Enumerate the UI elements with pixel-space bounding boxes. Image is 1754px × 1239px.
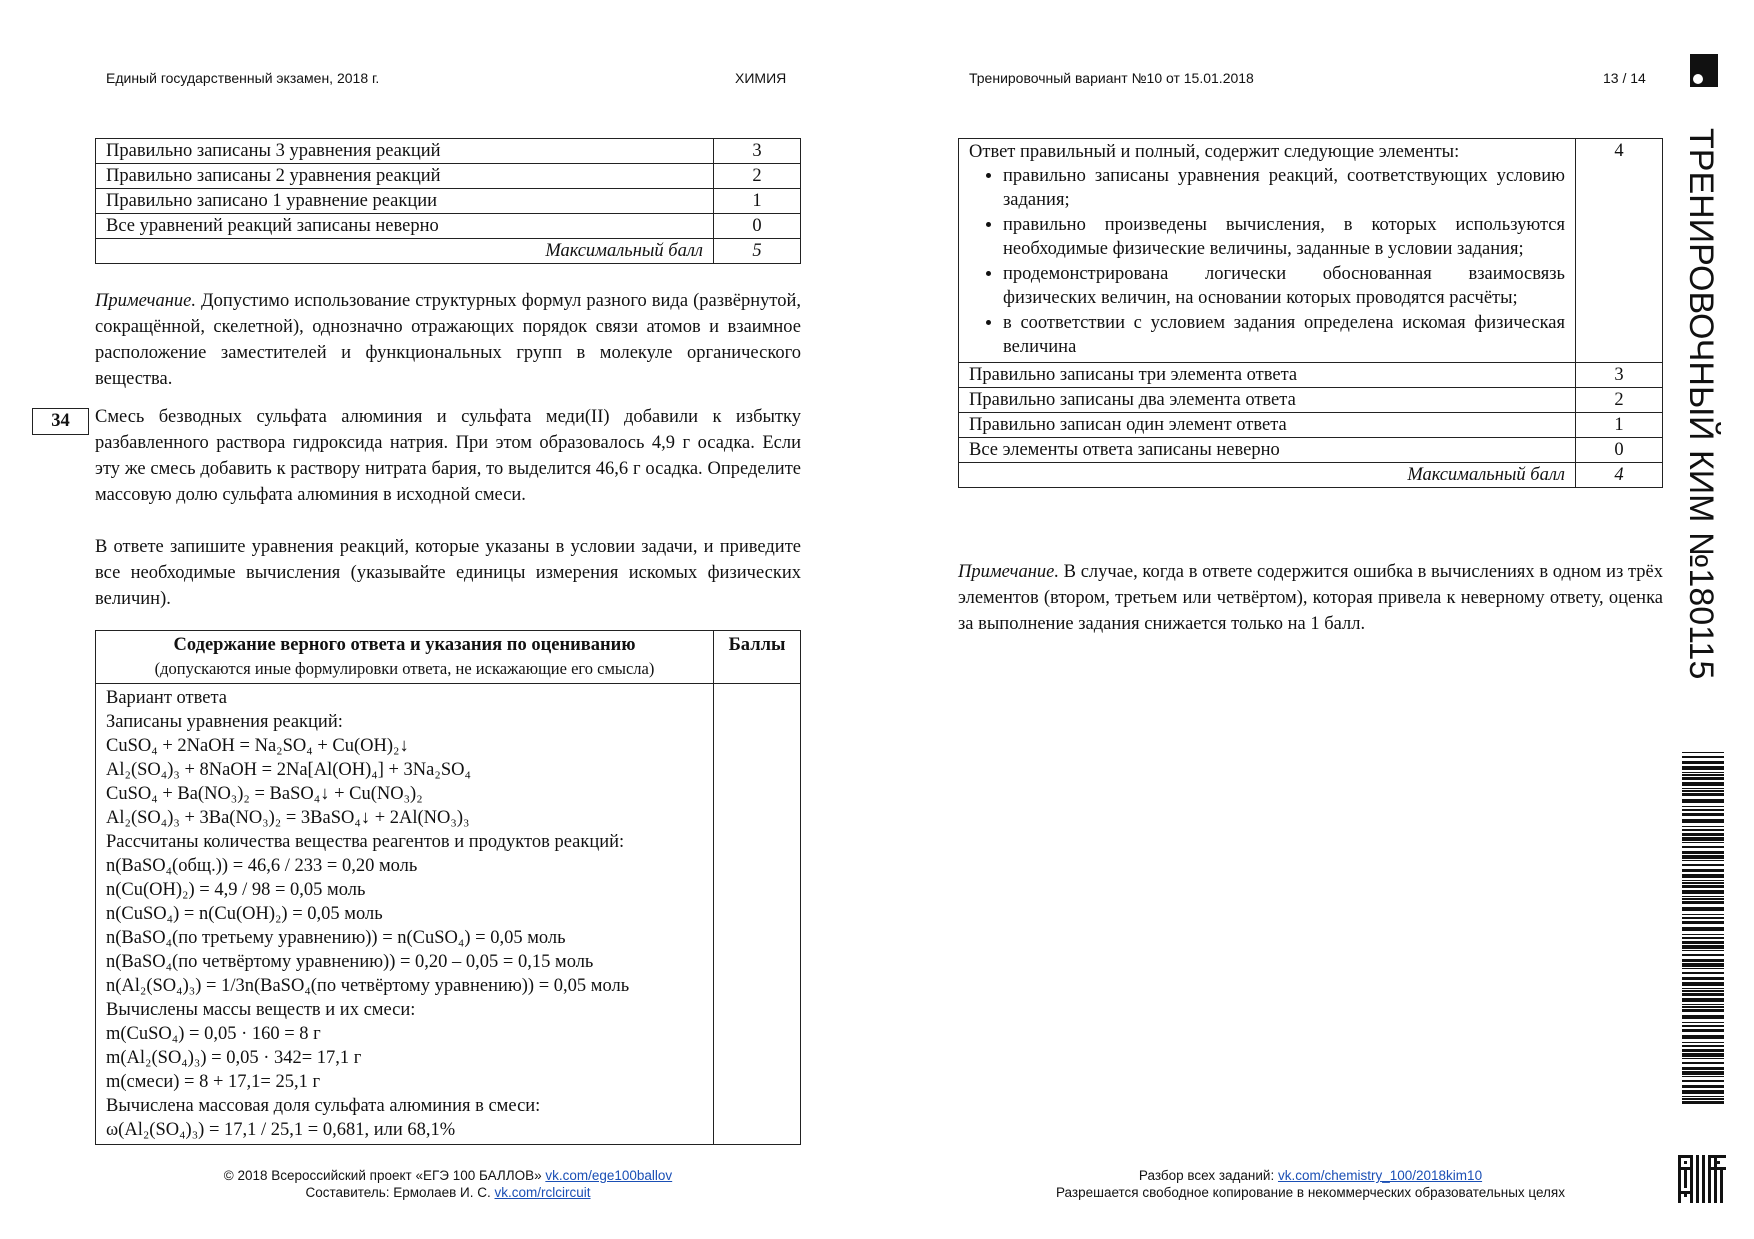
- footer-right: Разбор всех заданий: vk.com/chemistry_100/2018kim10 Разрешается свободное копирование в некоммерческих образовательных целях: [1056, 1168, 1565, 1200]
- answer-line: n(BaSO₄(общ.)) = 46,6 / 233 = 0,20 моль: [106, 856, 418, 876]
- note-34: Примечание. В случае, когда в ответе содержится ошибка в вычислениях в одном из трёх элементов (втором, третьем или четвёртом), которая привела к неверному ответу, оценка за выполнение задания снижается только на 1 балл.: [958, 562, 1663, 634]
- max-score-row: Максимальный балл 5: [96, 239, 801, 264]
- criteria-item: • правильно произведены вычисления, в которых используются необходимые физические величины, заданные в условии задания;: [1003, 213, 1565, 261]
- answer-table-header: Содержание верного ответа и указания по оцениванию (допускаются иные формулировки ответа, не искажающие его смысла) Баллы: [96, 631, 801, 684]
- answer-line: Al₂(SO₄)₃ + 3Ba(NO₃)₂ = 3BaSO₄↓ + 2Al(NO₃)₃: [106, 808, 470, 828]
- answer-line: Записаны уравнения реакций:: [106, 712, 343, 732]
- answer-content: [96, 684, 714, 1145]
- footer-left: © 2018 Всероссийский проект «ЕГЭ 100 БАЛЛОВ» vk.com/ege100ballov Составитель: Ермолаев И. С. vk.com/rclcircuit: [223, 1168, 673, 1200]
- answer-line: n(BaSO₄(по третьему уравнению)) = n(CuSO₄) = 0,05 моль: [106, 928, 566, 948]
- answer-line: m(смеси) = 8 + 17,1= 25,1 г: [106, 1072, 321, 1092]
- table-row: Правильно записан один элемент ответа 1: [959, 413, 1663, 438]
- score-table-33: [95, 138, 801, 264]
- header-variant: Тренировочный вариант №10 от 15.01.2018: [969, 70, 1254, 86]
- answer-line: m(Al₂(SO₄)₃) = 0,05 · 342= 17,1 г: [106, 1048, 362, 1068]
- criteria-item: • в соответствии с условием задания определена искомая физическая величина: [1003, 311, 1565, 359]
- note-33: Примечание. Допустимо использование структурных формул разного вида (развёрнутой, сокращённой, скелетной), однозначно отражающих порядок связи атомов и взаимное расположение заместителей и функциональных групп в молекуле органического вещества.: [95, 291, 801, 389]
- answer-line: m(CuSO₄) = 0,05 · 160 = 8 г: [106, 1024, 321, 1044]
- answer-line: n(Al₂(SO₄)₃) = 1/3n(BaSO₄(по четвёртому уравнению)) = 0,05 моль: [106, 976, 630, 996]
- table-row: Правильно записаны два элемента ответа 2: [959, 388, 1663, 413]
- answer-line: n(CuSO₄) = n(Cu(OH)₂) = 0,05 моль: [106, 904, 383, 924]
- answer-line: n(Cu(OH)₂) = 4,9 / 98 = 0,05 моль: [106, 880, 366, 900]
- criteria-item: • продемонстрирована логически обоснованная взаимосвязь физических величин, на основании которых проводятся расчёты;: [1003, 262, 1565, 310]
- criteria-item: • правильно записаны уравнения реакций, соответствующих условию задания;: [1003, 164, 1565, 212]
- footer-link-author[interactable]: vk.com/rclcircuit: [494, 1185, 591, 1200]
- task-text: Смесь безводных сульфата алюминия и сульфата меди(II) добавили к избытку разбавленного раствора гидроксида натрия. При этом образовалось 4,9 г осадка. Если эту же смесь добавить к раствору нитрата бария, то выделится 46,6 г осадка. Определите массовую долю сульфата алюминия в исходной смеси.: [95, 407, 801, 505]
- answer-line: Вариант ответа: [106, 688, 227, 708]
- table-row: Правильно записаны 3 уравнения реакций 3: [96, 139, 801, 164]
- answer-line: n(BaSO₄(по четвёртому уравнению)) = 0,20 – 0,05 = 0,15 моль: [106, 952, 594, 972]
- answer-line: Вычислена массовая доля сульфата алюминия в смеси:: [106, 1096, 541, 1116]
- table-row: Правильно записаны 2 уравнения реакций 2: [96, 164, 801, 189]
- answer-line: CuSO₄ + Ba(NO₃)₂ = BaSO₄↓ + Cu(NO₃)₂: [106, 784, 423, 804]
- answer-line: CuSO₄ + 2NaOH = Na₂SO₄ + Cu(OH)₂↓: [106, 736, 409, 756]
- answer-line: Al₂(SO₄)₃ + 8NaOH = 2Na[Al(OH)₄] + 3Na₂SO₄: [106, 760, 471, 780]
- task-number: 34: [32, 408, 89, 435]
- max-score-row: Максимальный балл 4: [959, 463, 1663, 488]
- task-instruction: В ответе запишите уравнения реакций, которые указаны в условии задачи, и приведите все необходимые вычисления (указывайте единицы измерения искомых физических величин).: [95, 537, 801, 609]
- header-subject: ХИМИЯ: [735, 70, 787, 86]
- answer-line: Вычислены массы веществ и их смеси:: [106, 1000, 416, 1020]
- page-number: 13 / 14: [1603, 70, 1646, 86]
- score-table-34: Ответ правильный и полный, содержит следующие элементы: • правильно записаны уравнения реакций, соответствующих условию задания; • правильно произведены вычисления, в которых используются необходимые физические величины, заданные в условии задания; • продемонстрирована логически обоснованная взаимосвязь физических величин, на основании которых проводятся расчёты; • в соответствии с условием задания определена искомая физическая величина 4 Правильно записаны три элемента ответа 3 Правильно записаны два элемента ответа 2 Правильно записан один элемент ответа 1 Все элементы ответа записаны неверно 0 Максимальный балл 4: [958, 138, 1663, 488]
- table-row: Все элементы ответа записаны неверно 0: [959, 438, 1663, 463]
- criteria-list: [969, 164, 1565, 359]
- qr-code-icon: [1678, 1155, 1726, 1203]
- answer-line: Рассчитаны количества вещества реагентов и продуктов реакций:: [106, 832, 625, 852]
- answer-table: [95, 630, 801, 1145]
- table-row: Правильно записаны три элемента ответа 3: [959, 363, 1663, 388]
- footer-link-analysis[interactable]: vk.com/chemistry_100/2018kim10: [1277, 1168, 1483, 1183]
- table-row: Правильно записано 1 уравнение реакции 1: [96, 189, 801, 214]
- table-row: Все уравнений реакций записаны неверно 0: [96, 214, 801, 239]
- answer-line: ω(Al₂(SO₄)₃) = 17,1 / 25,1 = 0,681, или 68,1%: [106, 1120, 456, 1140]
- footer-link-ege100[interactable]: vk.com/ege100ballov: [545, 1168, 673, 1183]
- vertical-kim-label: ТРЕНИРОВОЧНЫЙ КИМ №180115: [1682, 128, 1720, 680]
- header-exam: Единый государственный экзамен, 2018 г.: [106, 70, 380, 86]
- corner-mark-icon: [1690, 54, 1718, 87]
- barcode-icon: [1682, 752, 1724, 1102]
